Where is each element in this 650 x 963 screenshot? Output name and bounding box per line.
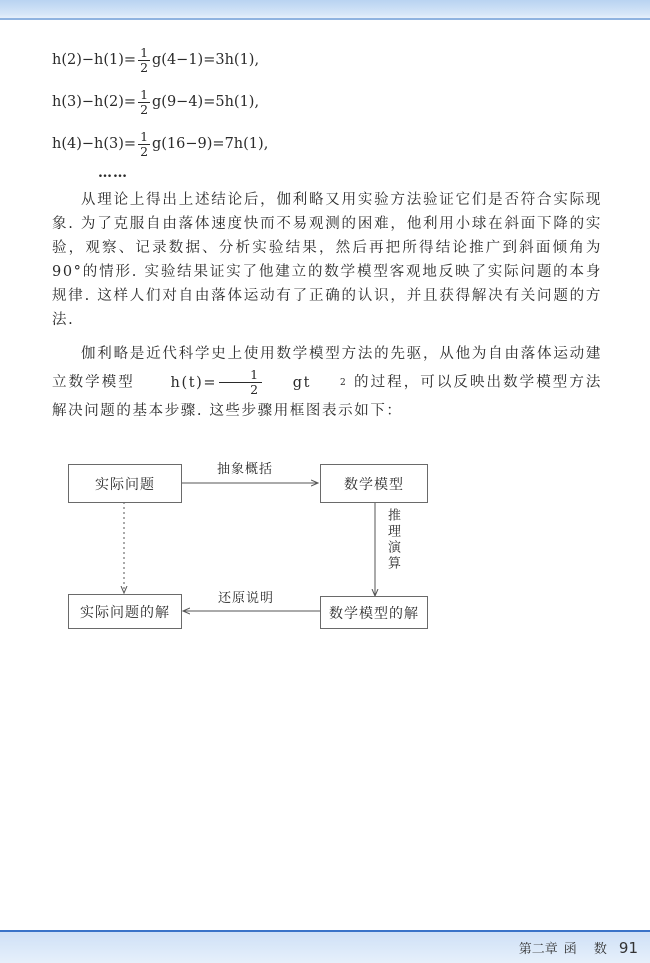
box-real-problem: 实际问题 [68, 464, 182, 503]
page-number: 91 [618, 939, 638, 957]
equation-lhs: h(2)−h(1)= [52, 52, 137, 68]
equation-rhs: g(16−9)=7h(1), [152, 136, 269, 152]
fraction: $\frac{1}{2}$ [140, 44, 149, 75]
box-math-model: 数学模型 [320, 464, 428, 503]
equation-rhs: g(4−1)=3h(1), [152, 52, 260, 68]
page-footer [519, 938, 638, 957]
box-model-solution: 数学模型的解 [320, 596, 428, 629]
label-restore: 还原说明 [218, 591, 275, 606]
equation-lhs: h(4)−h(3)= [52, 136, 137, 152]
equation-lhs: h(3)−h(2)= [52, 94, 137, 110]
label-reasoning: 推理演算 [385, 508, 400, 572]
section-label: 函 数 [563, 942, 607, 957]
formula-h-t: h(t)= $\frac{1}{2}$ gt 2 [170, 367, 348, 397]
equation-rhs: g(9−4)=5h(1), [152, 94, 260, 110]
chapter-label: 第二章 [518, 942, 558, 957]
box-real-solution: 实际问题的解 [68, 594, 182, 629]
paragraph-1-text: 从理论上得出上述结论后，伽利略又用实验方法验证它们是否符合实际现象. 为了克服自由落体速度快而不易观测的困难，他利用小球在斜面下降的实验，观察、记录数据、分析实验结果，然后再把所得结论推广到斜面倾角为 90°的情形. 实验结果证实了他建立的数学模型客观地反映了实际问题的本身规律. 这样人们对自由落体运动有了正确的认识，并且获得解决有关问题的方法. [52, 192, 602, 328]
paragraph-2-text: 伽利略是近代科学史上使用数学模型方法的先驱，从他为自由落体运动建立数学模型 h(t)= $\frac{1}{2}$ gt 2 的过程，可以反映出数学模型方法解决问题的基本步骤. 这些步骤用框图表示如下： [52, 346, 602, 419]
label-abstract: 抽象概括 [217, 462, 274, 477]
fraction: $\frac{1}{2}$ [140, 86, 149, 117]
ellipsis: …… [98, 165, 128, 181]
fraction: $\frac{1}{2}$ [140, 128, 149, 159]
